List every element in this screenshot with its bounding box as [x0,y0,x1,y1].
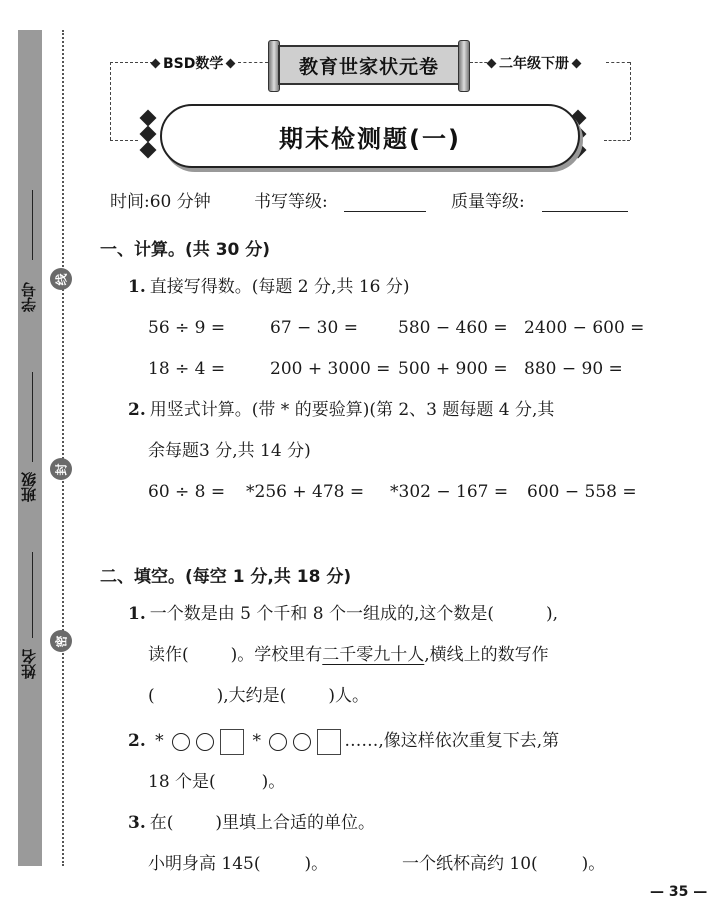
question-text: ……,像这样依次重复下去,第 [344,731,560,751]
question-number: 2. [128,400,146,420]
class-label: 班级 [20,472,38,502]
star-symbol: * [155,731,164,751]
q1-2-instruction-cont: 余每题3 分,共 14 分) [148,441,311,461]
vertical-calc-item: *256 + 478 = [246,482,365,502]
question-number: 3. [128,813,146,833]
question-text: )里填上合适的单位。 [215,813,376,833]
calc-item: 18 ÷ 4 = [148,359,226,379]
calc-item: 500 + 900 = [398,359,508,379]
question-text: )。 [581,854,606,874]
name-rule [32,552,33,638]
q2-2-line1 [128,726,559,756]
q2-1-line3 [148,685,369,707]
class-rule [32,372,33,462]
question-text: 读作( [148,645,189,665]
exam-time: 时间:60 分钟 [110,192,211,212]
calc-item: 2400 − 600 = [524,318,645,338]
q2-2-line2 [148,771,285,793]
scroll-roll-right [458,40,470,92]
question-text: )。学校里有 [230,645,323,665]
header-dash-left-inner [238,62,268,63]
question-text: ),大约是( [216,686,287,706]
seal-secret: 密 [50,630,72,652]
subject-tag-text: BSD数学 [163,56,224,72]
q2-3-line1 [128,812,375,834]
student-no-label: 学号 [20,282,38,312]
grade-tag [488,53,580,73]
vertical-calc-item: 60 ÷ 8 = [148,482,226,502]
underlined-number-words: 二千零九十人 [322,645,425,665]
header-dash-right-bottom [604,140,630,141]
question-number: 2. [128,731,146,751]
q2-1-line2 [148,644,549,666]
circle-shape-icon [196,733,214,751]
writing-grade-label: 书写等级: [254,192,328,212]
series-scroll-banner [268,40,470,90]
circle-shape-icon [269,733,287,751]
diamond-icon [572,58,582,68]
vertical-calc-item: 600 − 558 = [527,482,637,502]
page-number: — 35 — [650,884,707,900]
question-text: )。 [304,854,329,874]
question-text: )。 [261,772,286,792]
question-number: 1. [128,604,146,624]
q2-3-line2a [148,853,328,875]
circle-shape-icon [293,733,311,751]
q1-2-instruction [128,399,554,421]
header-dash-right [606,62,630,63]
question-text: 18 个是( [148,772,216,792]
grade-tag-text: 二年级下册 [499,56,569,72]
square-shape-icon [220,729,244,755]
calc-item: 200 + 3000 = [270,359,391,379]
calc-item: 56 ÷ 9 = [148,318,226,338]
seal-line: 线 [50,268,72,290]
student-no-rule [32,190,33,260]
name-label: 姓名 [20,649,38,679]
question-text: 一个数是由 5 个千和 8 个一组成的,这个数是( [149,604,495,624]
seal-seal: 封 [50,458,72,480]
question-text: 直接写得数。(每题 2 分,共 16 分) [149,277,410,297]
calc-item: 580 − 460 = [398,318,508,338]
diamond-icon [226,58,236,68]
question-text: ( [148,686,155,706]
section2-heading: 二、填空。(每空 1 分,共 18 分) [100,567,352,587]
subject-tag [152,53,234,73]
cut-line [62,30,64,866]
writing-grade-blank[interactable] [344,211,426,212]
binding-strip [18,30,42,866]
question-text: 用竖式计算。(带 * 的要验算)(第 2、3 题每题 4 分,其 [149,400,555,420]
header-dash-left-bottom [110,140,138,141]
calc-item: 880 − 90 = [524,359,623,379]
header-dash-right-vertical [630,62,631,140]
question-text: ,横线上的数写作 [424,645,549,665]
vertical-calc-item: *302 − 167 = [390,482,509,502]
star-symbol: * [252,731,261,751]
q2-1-line1 [128,603,558,625]
quality-grade-blank[interactable] [542,211,628,212]
diamond-icon [487,58,497,68]
header-dash-left-vertical [110,62,111,140]
scroll-body [278,45,460,85]
exam-title-box [160,104,580,168]
question-text: 小明身高 145( [148,854,261,874]
calc-item: 67 − 30 = [270,318,358,338]
question-text: 一个纸杯高约 10( [402,854,538,874]
circle-shape-icon [172,733,190,751]
question-text: )人。 [328,686,369,706]
question-number: 1. [128,277,146,297]
question-text: ), [546,604,559,624]
q2-3-line2b [402,853,605,875]
diamond-icon [151,58,161,68]
series-title: 教育世家状元卷 [298,55,439,78]
quality-grade-label: 质量等级: [451,192,525,212]
square-shape-icon [317,729,341,755]
section1-heading: 一、计算。(共 30 分) [100,240,271,260]
exam-title: 期末检测题(一) [279,124,461,153]
q1-1-instruction [128,276,409,298]
question-text: 在( [149,813,174,833]
left-diamond-stack [142,112,154,156]
